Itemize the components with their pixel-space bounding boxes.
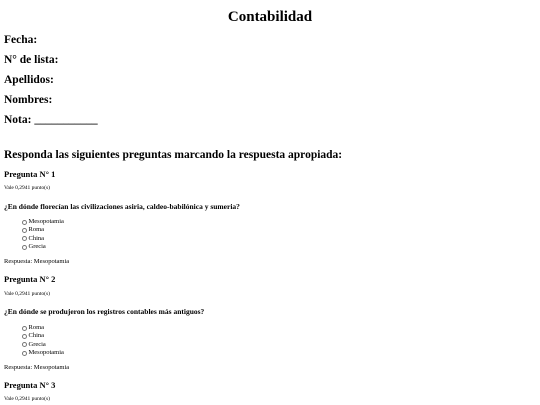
- radio-button[interactable]: [22, 236, 27, 241]
- question-2-option-1[interactable]: [22, 324, 64, 332]
- question-1-option-3[interactable]: [22, 235, 64, 243]
- question-2-label: Pregunta N° 2: [4, 274, 56, 284]
- option-label: Grecia: [28, 243, 46, 251]
- names-field-label: Nombres:: [4, 94, 53, 106]
- radio-button[interactable]: [22, 220, 27, 225]
- question-3-points: Vale 0,2941 punto(s): [4, 396, 50, 402]
- question-1-option-1[interactable]: [22, 218, 64, 226]
- question-2-answer: Respuesta: Mesopotamia: [4, 364, 70, 371]
- radio-button[interactable]: [22, 245, 27, 250]
- page-title: Contabilidad: [227, 9, 313, 25]
- radio-button[interactable]: [22, 334, 27, 339]
- radio-button[interactable]: [22, 351, 27, 356]
- question-2-points: Vale 0,2941 punto(s): [4, 291, 50, 297]
- list-number-field-label: N° de lista:: [4, 54, 59, 66]
- question-2-option-2[interactable]: [22, 332, 64, 340]
- question-1-label: Pregunta N° 1: [4, 169, 56, 179]
- option-label: Roma: [28, 226, 45, 234]
- question-1-option-2[interactable]: [22, 226, 64, 234]
- instructions: Responda las siguientes preguntas marcando la respuesta apropiada:: [4, 149, 343, 161]
- question-1-points: Vale 0,2941 punto(s): [4, 185, 50, 191]
- radio-button[interactable]: [22, 342, 27, 347]
- question-2-options: [22, 324, 64, 357]
- option-label: Mesopotamia: [28, 218, 64, 226]
- radio-button[interactable]: [22, 228, 27, 233]
- surnames-field-label: Apellidos:: [4, 74, 54, 86]
- question-2-text: ¿En dónde se produjeron los registros contables más antiguos?: [4, 307, 205, 316]
- radio-button[interactable]: [22, 326, 27, 331]
- option-label: China: [28, 234, 45, 242]
- question-2-option-3[interactable]: [22, 341, 64, 349]
- question-1-answer: Respuesta: Mesopotamia: [4, 258, 70, 265]
- option-label: Grecia: [28, 340, 46, 348]
- date-field-label: Fecha:: [4, 34, 38, 46]
- question-1-text: ¿En dónde florecían las civilizaciones asiria, caldeo-babilónica y sumeria?: [4, 202, 240, 211]
- question-2-option-4[interactable]: [22, 349, 64, 357]
- question-1-option-4[interactable]: [22, 243, 64, 251]
- option-label: China: [28, 332, 45, 340]
- question-3-label: Pregunta N° 3: [4, 380, 56, 390]
- grade-field-label: Nota: ___________: [4, 114, 98, 126]
- option-label: Mesopotamia: [28, 349, 64, 357]
- option-label: Roma: [28, 324, 45, 332]
- question-1-options: [22, 218, 64, 251]
